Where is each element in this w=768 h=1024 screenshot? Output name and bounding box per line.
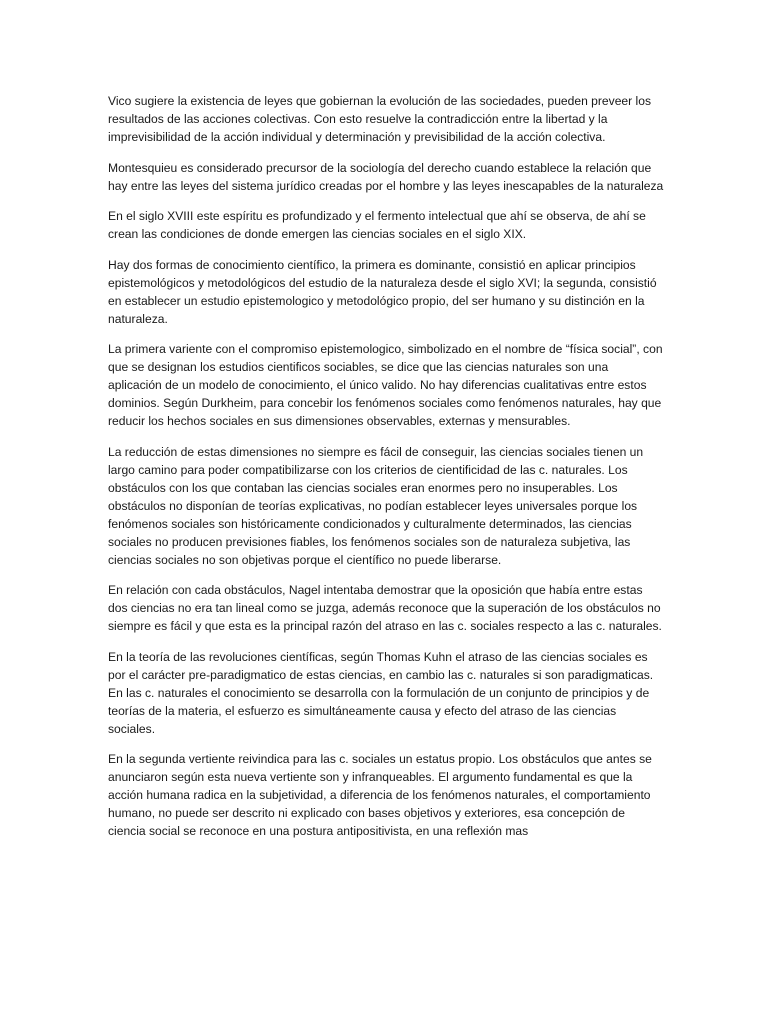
paragraph-nagel: En relación con cada obstáculos, Nagel intentaba demostrar que la oposición que había entre estas dos ciencias no era tan lineal como se juzga, además reconoce que la superación de los obstáculos no siempre es fácil y que esta es la principal razón del atraso en las c. sociales respecto a las c. naturales. xyxy=(108,583,662,633)
paragraph-siglo-xviii: En el siglo XVIII este espíritu es profundizado y el fermento intelectual que ahí se observa, de ahí se crean las condiciones de donde emergen las ciencias sociales en el siglo XIX. xyxy=(108,209,646,241)
paragraph-montesquieu: Montesquieu es considerado precursor de la sociología del derecho cuando establece la relación que hay entre las leyes del sistema jurídico creadas por el hombre y las leyes inescapables de la naturaleza xyxy=(108,160,664,193)
paragraph-segunda-vertiente: En la segunda vertiente reivindica para las c. sociales un estatus propio. Los obstáculos que antes se anunciaron según esta nueva vertiente son y infranqueables. El argumento fundamental es que la acción humana radica en la subjetividad, a diferencia de los fenómenos naturales, el comportamiento humano, no puede ser descrito ni explicado con bases objetivos y exteriores, esa concepción de ciencia social se reconoce en una postura antipositivista, en una reflexión mas xyxy=(108,752,652,838)
paragraph-reduccion: La reducción de estas dimensiones no siempre es fácil de conseguir, las ciencias sociales tienen un largo camino para poder compatibilizarse con los criterios de cientificidad de las c. naturales. Los obstáculos con los que contaban las ciencias sociales eran enormes pero no insuperables. Los obstáculos no disponían de teorías explicativas, no podían establecer leyes universales porque los fenómenos sociales son históricamente condicionados y culturalmente determinados, las ciencias sociales no producen previsiones fiables, los fenómenos sociales son de naturaleza subjetiva, las ciencias sociales no son objetivas porque el científico no puede liberarse. xyxy=(108,444,644,567)
paragraph-vico: Vico sugiere la existencia de leyes que gobiernan la evolución de las sociedades, pueden preveer los resultados de las acciones colectivas. Con esto resuelve la contradicción entre la libertad y la imprevisibilidad de la acción individual y determinación y previsibilidad de la acción colectiva. xyxy=(108,94,652,144)
paragraph-primera-variente: La primera variente con el compromiso epistemologico, simbolizado en el nombre de “física social”, con que se designan los estudios cientificos sociables, se dice que las ciencias naturales son una aplicación de un modelo de conocimiento, el único valido. No hay diferencias cualitativas entre estos dominios. Según Durkheim, para concebir los fenómenos sociales como fenómenos naturales, hay que reducir los hechos sociales en sus dimensiones observables, externas y mensurables. xyxy=(108,342,663,428)
document-body xyxy=(108,92,664,853)
paragraph-formas-conocimiento: Hay dos formas de conocimiento científico, la primera es dominante, consistió en aplicar principios epistemológicos y metodológicos del estudio de la naturaleza desde el siglo XVI; la segunda, consistió en establecer un estudio epistemologico y metodológico propio, del ser humano y su distinción en la naturaleza. xyxy=(108,257,657,326)
paragraph-kuhn: En la teoría de las revoluciones científicas, según Thomas Kuhn el atraso de las ciencias sociales es por el carácter pre-paradigmatico de estas ciencias, en cambio las c. naturales si son paradigmaticas. En las c. naturales el conocimiento se desarrolla con la formulación de un conjunto de principios y de teorías de la materia, el esfuerzo es simultáneamente causa y efecto del atraso de las ciencias sociales. xyxy=(108,649,654,736)
